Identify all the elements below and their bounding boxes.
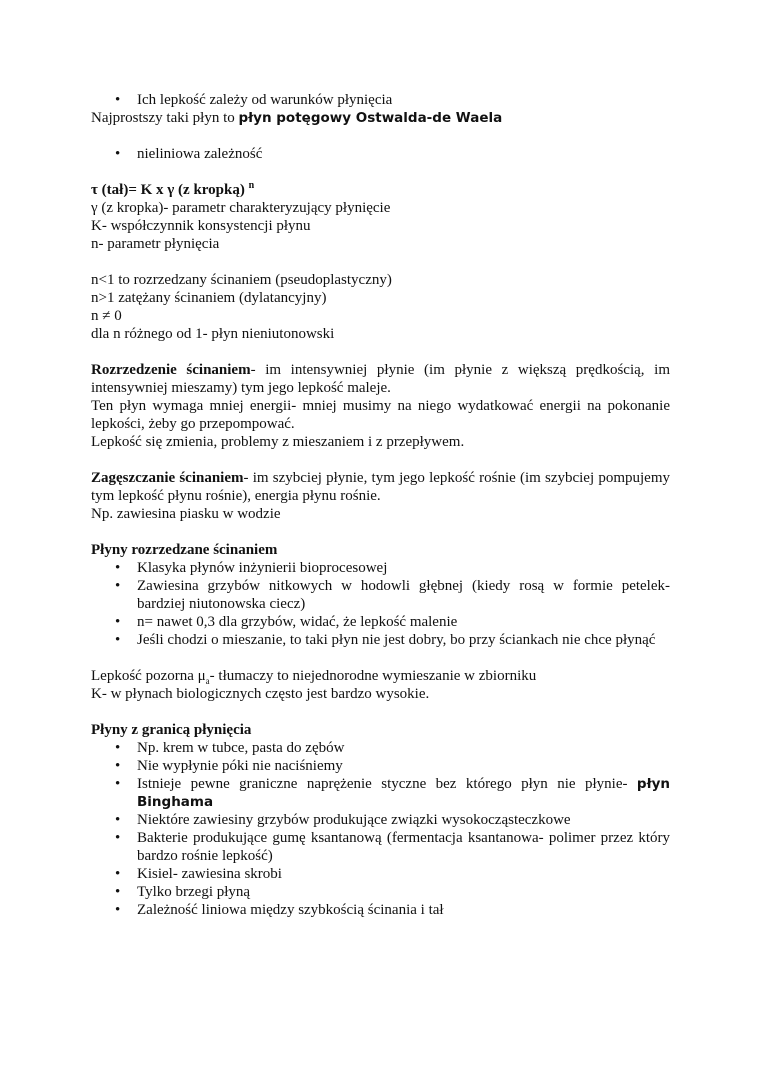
bullet-list-intro xyxy=(91,91,670,109)
list-item: • Nie wypłynie póki nie naciśniemy xyxy=(91,757,670,775)
shear-thickening-term: Zagęszczanie ścinaniem xyxy=(91,470,244,486)
document-page xyxy=(91,91,670,919)
shear-thinning-term: Rozrzedzenie ścinaniem xyxy=(91,362,251,378)
list-item: • n= nawet 0,3 dla grzybów, widać, że lepkość malenie xyxy=(91,613,670,631)
list-item: • Ich lepkość zależy od warunków płynięcia xyxy=(91,91,670,109)
bullet-list-nonlinear xyxy=(91,145,670,163)
list-item: • Kisiel- zawiesina skrobi xyxy=(91,865,670,883)
n-value-line: dla n różnego od 1- płyn nieniutonowski xyxy=(91,326,335,342)
shear-thinning-problems: Lepkość się zmienia, problemy z mieszaniem i z przepływem. xyxy=(91,434,465,450)
bingham-term: płyn Binghama xyxy=(137,776,670,810)
section-heading-thinning-fluids: Płyny rozrzedzane ścinaniem xyxy=(91,542,278,558)
list-item: • Klasyka płynów inżynierii bioprocesowej xyxy=(91,559,670,577)
k-biological-line: K- w płynach biologicznych często jest bardzo wysokie. xyxy=(91,686,430,702)
definition-line: n- parametr płynięcia xyxy=(91,236,220,252)
list-item: • Zawiesina grzybów nitkowych w hodowli głębnej (kiedy rosą w formie petelek- bardziej niutonowska ciecz) xyxy=(91,577,670,613)
simplest-fluid-line: Najprostszy taki płyn to płyn potęgowy Ostwalda-de Waela xyxy=(91,110,503,126)
list-item: • Niektóre zawiesiny grzybów produkujące związki wysokocząsteczkowe xyxy=(91,811,670,829)
list-item: • Tylko brzegi płyną xyxy=(91,883,670,901)
power-law-formula: τ (tał)= K x γ (z kropką) $^n$ xyxy=(91,180,255,198)
mu-subscript: a xyxy=(205,676,210,686)
section-heading-yield-fluids: Płyny z granicą płynięcia xyxy=(91,722,252,738)
shear-thinning-energy: Ten płyn wymaga mniej energii- mniej musimy na niego wydatkować energii na pokonanie lepkości, żeby go przepompować. xyxy=(91,398,670,432)
ostwald-term: płyn potęgowy Ostwalda-de Waela xyxy=(238,110,503,126)
list-item: • Bakterie produkujące gumę ksantanową (fermentacja ksantanowa- polimer przez który bardzo rośnie lepkość) xyxy=(91,829,670,865)
list-item: • Zależność liniowa między szybkością ścinania i tał xyxy=(91,901,670,919)
definition-line: γ (z kropka)- parametr charakteryzujący płynięcie xyxy=(91,200,391,216)
bullet-list-thinning-fluids xyxy=(91,559,670,649)
shear-thickening-paragraph: Zagęszczanie ścinaniem- im szybciej płynie, tym jego lepkość rośnie (im szybciej pompujemy tym lepkość płynu rośnie), energia płynu rośnie. xyxy=(91,470,670,504)
shear-thinning-paragraph: Rozrzedzenie ścinaniem- im intensywniej płynie (im płynie z większą prędkością, im intensywniej mieszamy) tym jego lepkość maleje. xyxy=(91,362,670,396)
list-item: • nieliniowa zależność xyxy=(91,145,670,163)
bullet-list-yield-fluids xyxy=(91,739,670,919)
list-item: • Np. krem w tubce, pasta do zębów xyxy=(91,739,670,757)
definition-line: K- współczynnik konsystencji płynu xyxy=(91,218,311,234)
list-item: • Istnieje pewne graniczne naprężenie styczne bez którego płyn nie płynie- płyn Binghama xyxy=(91,775,670,811)
apparent-viscosity-line: Lepkość pozorna $\mu_a-$ tłumaczy to niejednorodne wymieszanie w zbiorniku xyxy=(91,668,537,686)
list-item: • Jeśli chodzi o mieszanie, to taki płyn nie jest dobry, bo przy ściankach nie chce płynąć xyxy=(91,631,670,649)
shear-thickening-example: Np. zawiesina piasku w wodzie xyxy=(91,506,281,522)
n-value-line: n>1 zatężany ścinaniem (dylatancyjny) xyxy=(91,290,327,306)
n-value-line: n<1 to rozrzedzany ścinaniem (pseudoplastyczny) xyxy=(91,272,392,288)
formula-exponent: n xyxy=(248,180,255,191)
n-value-line: n ≠ 0 xyxy=(91,308,122,324)
